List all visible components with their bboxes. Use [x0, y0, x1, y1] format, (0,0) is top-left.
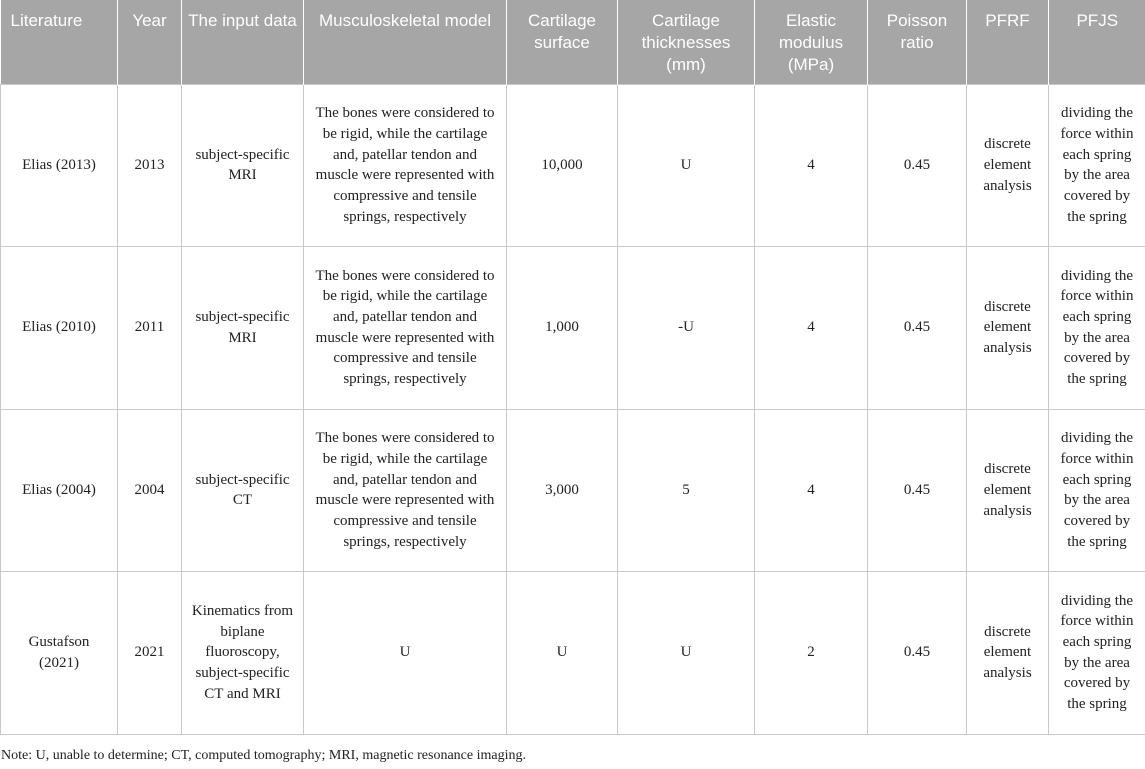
- cell-elastic-modulus: 4: [755, 409, 868, 572]
- table-row: [1, 84, 1145, 247]
- cell-pfrf: discrete element analysis: [967, 247, 1049, 410]
- header-input-data: The input data: [182, 0, 304, 84]
- cell-pfjs: dividing the force within each spring by the area covered by the spring: [1049, 84, 1145, 247]
- cell-cartilage-thickness: -U: [618, 247, 755, 410]
- cell-year: 2021: [118, 572, 182, 735]
- cell-poisson-ratio: 0.45: [868, 572, 967, 735]
- cell-elastic-modulus: 2: [755, 572, 868, 735]
- cell-literature: Elias (2004): [1, 409, 118, 572]
- cell-input-data: subject-specific MRI: [182, 247, 304, 410]
- header-year: Year: [118, 0, 182, 84]
- cell-cartilage-surface: 3,000: [507, 409, 618, 572]
- cell-musculoskeletal-model: The bones were considered to be rigid, while the cartilage and, patellar tendon and muscle were represented with compressive and tensile springs, respectively: [304, 247, 507, 410]
- cell-musculoskeletal-model: The bones were considered to be rigid, while the cartilage and, patellar tendon and muscle were represented with compressive and tensile springs, respectively: [304, 409, 507, 572]
- header-row: [1, 0, 1145, 84]
- header-pfjs: PFJS: [1049, 0, 1145, 84]
- cell-cartilage-thickness: 5: [618, 409, 755, 572]
- cell-literature: Elias (2010): [1, 247, 118, 410]
- cell-pfrf: discrete element analysis: [967, 572, 1049, 735]
- cell-input-data: Kinematics from biplane fluoroscopy, subject-specific CT and MRI: [182, 572, 304, 735]
- cell-poisson-ratio: 0.45: [868, 247, 967, 410]
- header-pfrf: PFRF: [967, 0, 1049, 84]
- table-body: [1, 84, 1145, 734]
- cell-pfjs: dividing the force within each spring by the area covered by the spring: [1049, 572, 1145, 735]
- cell-musculoskeletal-model: The bones were considered to be rigid, while the cartilage and, patellar tendon and muscle were represented with compressive and tensile springs, respectively: [304, 84, 507, 247]
- cell-elastic-modulus: 4: [755, 84, 868, 247]
- table-row: [1, 247, 1145, 410]
- table-row: [1, 572, 1145, 735]
- cell-poisson-ratio: 0.45: [868, 409, 967, 572]
- header-cartilage-thickness: Cartilage thicknesses (mm): [618, 0, 755, 84]
- header-cartilage-surface: Cartilage surface: [507, 0, 618, 84]
- header-musculoskeletal-model: Musculoskeletal model: [304, 0, 507, 84]
- cell-input-data: subject-specific MRI: [182, 84, 304, 247]
- cell-cartilage-surface: 10,000: [507, 84, 618, 247]
- cell-literature: Elias (2013): [1, 84, 118, 247]
- header-elastic-modulus: Elastic modulus (MPa): [755, 0, 868, 84]
- cell-musculoskeletal-model: U: [304, 572, 507, 735]
- cell-year: 2004: [118, 409, 182, 572]
- cell-pfjs: dividing the force within each spring by the area covered by the spring: [1049, 409, 1145, 572]
- cell-pfjs: dividing the force within each spring by the area covered by the spring: [1049, 247, 1145, 410]
- cell-pfrf: discrete element analysis: [967, 409, 1049, 572]
- cell-poisson-ratio: 0.45: [868, 84, 967, 247]
- table-row: [1, 409, 1145, 572]
- cell-year: 2011: [118, 247, 182, 410]
- header-poisson-ratio: Poisson ratio: [868, 0, 967, 84]
- table-header: [1, 0, 1145, 84]
- cell-pfrf: discrete element analysis: [967, 84, 1049, 247]
- cell-input-data: subject-specific CT: [182, 409, 304, 572]
- cell-cartilage-surface: 1,000: [507, 247, 618, 410]
- cell-year: 2013: [118, 84, 182, 247]
- table-footnote: Note: U, unable to determine; CT, computed tomography; MRI, magnetic resonance imaging.: [1, 748, 526, 763]
- cell-cartilage-surface: U: [507, 572, 618, 735]
- cell-literature: Gustafson (2021): [1, 572, 118, 735]
- cell-cartilage-thickness: U: [618, 84, 755, 247]
- header-literature: Literature: [1, 0, 118, 84]
- cell-elastic-modulus: 4: [755, 247, 868, 410]
- cell-cartilage-thickness: U: [618, 572, 755, 735]
